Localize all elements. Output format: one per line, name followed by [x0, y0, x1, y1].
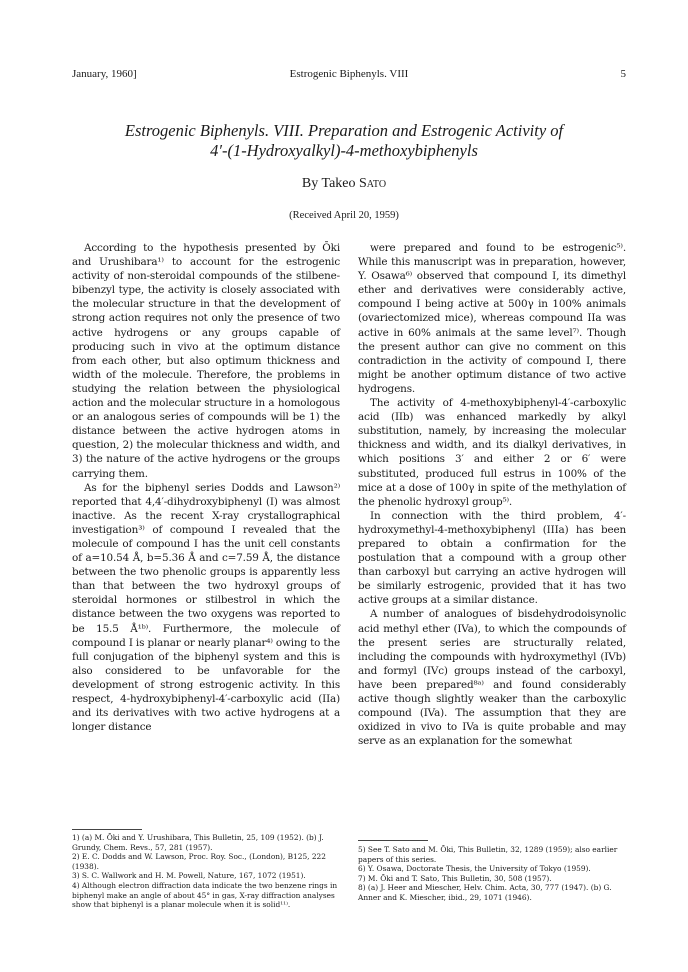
paragraph: In connection with the third problem, 4′-hydroxymethyl-4-methoxybiphenyl (IIIa) has been prepared to obtain a confirmation for the postulation that a compound with a group other than carboxyl but carrying an active hydrogen will be similarly estrogenic, provided that it has two active groups at a similar distance. — [358, 509, 626, 607]
title-line-2: 4′-(1-Hydroxyalkyl)-4-methoxybiphenyls — [210, 141, 478, 160]
right-footnotes — [358, 845, 626, 903]
footnote: 8) (a) J. Heer and Miescher, Helv. Chim. Acta, 30, 777 (1947). (b) G. Anner and K. Miescher, ibid., 29, 1071 (1946). — [358, 883, 612, 902]
paragraph: A number of analogues of bisdehydrodoisynolic acid methyl ether (IVa), to which the compounds of the present series are structurally related, including the compounds with hydroxymethyl (IVb) and formyl (IVc) groups instead of the carboxyl, have been prepared⁸ᵃ⁾ and found considerably active though slightly weaker than the carboxylic compound (IVa). The assumption that they are oxidized in vivo to IVa is quite probable and may serve as an explanation for the somewhat — [358, 608, 626, 748]
footnote: 2) E. C. Dodds and W. Lawson, Proc. Roy. Soc., (London), B125, 222 (1938). — [72, 852, 326, 871]
paragraph: According to the hypothesis presented by Ōki and Urushibara¹⁾ to account for the estrogenic activity of non-steroidal compounds of the stilbene-bibenzyl type, the activity is closely associated with the molecular structure in that the development of strong action requires not only the presence of two active hydrogens or any groups capable of producing such in vivo at the optimum distance from each other, but also optimum thickness and width of the molecule. Therefore, the problems in studying the relation between the physiological action and the molecular structure in a homologous or an analogous series of compounds will be 1) the distance between the active hydrogen atoms in question, 2) the molecular thickness and width, and 3) the nature of the active hydrogens or the groups carrying them. — [72, 242, 340, 480]
footnote: 7) M. Ōki and T. Sato, This Bulletin, 30, 508 (1957). — [358, 873, 552, 883]
article-title — [60, 121, 628, 161]
paragraph: As for the biphenyl series Dodds and Lawson²⁾ reported that 4,4′-dihydroxybiphenyl (I) was almost inactive. As the recent X-ray crystallographical investigation³⁾ of compound I revealed that the molecule of compound I has the unit cell constants of a=10.54 Å, b=5.36 Å and c=7.59 Å, the distance between the two phenolic groups is apparently less than that between the two hydroxyl groups of steroidal hormones or stilbestrol in which the distance between the two oxygens was reported to be 15.5 Å¹ᵇ⁾. Furthermore, the molecule of compound I is planar or nearly planar⁴⁾ owing to the full conjugation of the biphenyl system and this is also considered to be unfavorable for the development of strong estrogenic activity. In this respect, 4-hydroxybiphenyl-4′-carboxylic acid (IIa) and its derivatives with two active hydrogens at a longer distance — [72, 481, 341, 734]
footnote-rule-left — [72, 829, 142, 830]
author-line — [60, 176, 628, 192]
left-footnotes — [72, 833, 340, 910]
author-surname: Sato — [359, 176, 387, 191]
author-prefix: By Takeo — [301, 176, 356, 191]
running-header — [72, 68, 626, 84]
footnote: 3) S. C. Wallwork and H. M. Powell, Nature, 167, 1072 (1951). — [72, 871, 306, 881]
page-number: 5 — [620, 68, 626, 80]
title-line-1: Estrogenic Biphenyls. VIII. Preparation and Estrogenic Activity of — [124, 121, 564, 140]
footnote-rule-right — [358, 840, 428, 841]
footnote: 1) (a) M. Ōki and Y. Urushibara, This Bulletin, 25, 109 (1952). (b) J. Grundy, Chem. Revs., 57, 281 (1957). — [72, 833, 324, 852]
paragraph: were prepared and found to be estrogenic⁵⁾. While this manuscript was in preparation, however, Y. Osawa⁶⁾ observed that compound I, its dimethyl ether and derivatives were considerably active, compound I being active at 500γ in 100% animals (ovariectomized mice), whereas compound IIa was active in 60% animals at the same level⁷⁾. Though the present author can give no comment on this contradiction in the activity of compound I, there might be another optimum distance of two active hydrogens. — [358, 242, 626, 395]
footnote: 6) Y. Osawa, Doctorate Thesis, the University of Tokyo (1959). — [358, 864, 591, 874]
footnote: 5) See T. Sato and M. Ōki, This Bulletin, 32, 1289 (1959); also earlier papers of this series. — [358, 845, 618, 864]
right-column — [358, 241, 626, 748]
left-column — [72, 241, 340, 734]
paragraph: The activity of 4-methoxybiphenyl-4′-carboxylic acid (IIb) was enhanced markedly by alkyl substitution, namely, by increasing the molecular thickness and width, and its dialkyl derivatives, in which positions 3′ and either 2 or 6′ were substituted, produced full estrus in 100% of the mice at a dose of 100γ in spite of the methylation of the phenolic hydroxyl group⁵⁾. — [358, 397, 626, 508]
received-date: (Received April 20, 1959) — [289, 210, 399, 221]
header-series-title: Estrogenic Biphenyls. VIII — [289, 68, 409, 80]
header-date: January, 1960] — [72, 68, 137, 80]
footnote: 4) Although electron diffraction data indicate the two benzene rings in biphenyl make an angle of about 45° in gas, X-ray diffraction analyses show that biphenyl is a planar molecule when it is solid¹¹⁾. — [72, 880, 338, 910]
